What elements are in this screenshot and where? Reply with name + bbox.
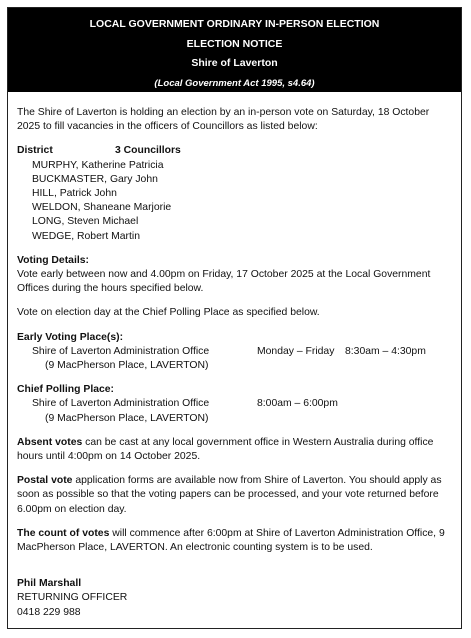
candidate-item: LONG, Steven Michael <box>32 216 139 228</box>
header-subtitle: ELECTION NOTICE <box>186 37 283 50</box>
intro-paragraph: The Shire of Laverton is holding an election by an in-person vote on Saturday, 18 October 2025 to fill vacancies in the officers of Councillors as listed below: <box>17 107 430 133</box>
chief-place-heading: Chief Polling Place: <box>17 384 114 396</box>
chief-place-row <box>17 397 452 411</box>
header-act: (Local Government Act 1995, s4.64) <box>154 77 315 89</box>
officer-title: RETURNING OFFICER <box>17 592 128 604</box>
officer-phone: 0418 229 988 <box>17 606 81 618</box>
absent-bold: Absent votes <box>17 436 83 448</box>
chief-place-address: (9 MacPherson Place, LAVERTON) <box>45 412 209 424</box>
count-paragraph <box>17 527 452 555</box>
early-place-hours: 8:30am – 4:30pm <box>345 345 426 357</box>
notice-body <box>8 92 461 620</box>
chief-place-hours: 8:00am – 6:00pm <box>257 398 338 410</box>
chief-polling-place <box>17 383 452 426</box>
candidate-item: MURPHY, Katherine Patricia <box>32 159 164 171</box>
postal-vote-paragraph <box>17 474 452 517</box>
early-place-office: Shire of Laverton Administration Office <box>32 345 210 357</box>
election-notice <box>7 7 462 629</box>
count-text: will commence after 6:00pm at Shire of Laverton Administration Office, 9 MacPherson Place, LAVERTON. An electronic counting system is to be used. <box>17 527 445 554</box>
officer-name: Phil Marshall <box>17 578 82 590</box>
early-voting-place <box>17 331 452 374</box>
voting-day-text: Vote on election day at the Chief Polling Place as specified below. <box>17 307 320 319</box>
postal-bold: Postal vote <box>17 475 73 487</box>
candidate-item: HILL, Patrick John <box>32 188 117 200</box>
absent-text: can be cast at any local government office in Western Australia during office hours until 4:00pm on 14 October 2025. <box>17 436 434 463</box>
absent-votes-paragraph <box>17 436 452 464</box>
postal-text: application forms are available now from Shire of Laverton. You should apply as soon as possible so that the voting papers can be processed, and your vote returned before 6.00pm on election day. <box>17 475 442 515</box>
district-label: District <box>17 145 53 157</box>
voting-details <box>17 254 452 321</box>
header-shire: Shire of Laverton <box>191 57 278 69</box>
candidate-list <box>17 159 452 244</box>
early-place-heading: Early Voting Place(s): <box>17 331 124 343</box>
returning-officer-block <box>17 577 452 620</box>
header-title: LOCAL GOVERNMENT ORDINARY IN-PERSON ELECTION <box>89 18 380 30</box>
candidate-item: BUCKMASTER, Gary John <box>32 173 158 185</box>
notice-header <box>8 8 461 92</box>
voting-heading: Voting Details: <box>17 254 89 266</box>
early-place-row <box>17 345 452 359</box>
early-place-address: (9 MacPherson Place, LAVERTON) <box>45 360 209 372</box>
voting-early-text: Vote early between now and 4.00pm on Friday, 17 October 2025 at the Local Government Offices during the hours specified below. <box>17 269 431 295</box>
chief-place-office: Shire of Laverton Administration Office <box>32 398 210 410</box>
candidate-item: WEDGE, Robert Martin <box>32 230 140 242</box>
district-count: 3 Councillors <box>115 145 181 157</box>
early-place-days: Monday – Friday <box>257 345 335 357</box>
district-heading <box>17 144 452 158</box>
candidate-item: WELDON, Shaneane Marjorie <box>32 202 172 214</box>
count-bold: The count of votes <box>17 527 110 539</box>
